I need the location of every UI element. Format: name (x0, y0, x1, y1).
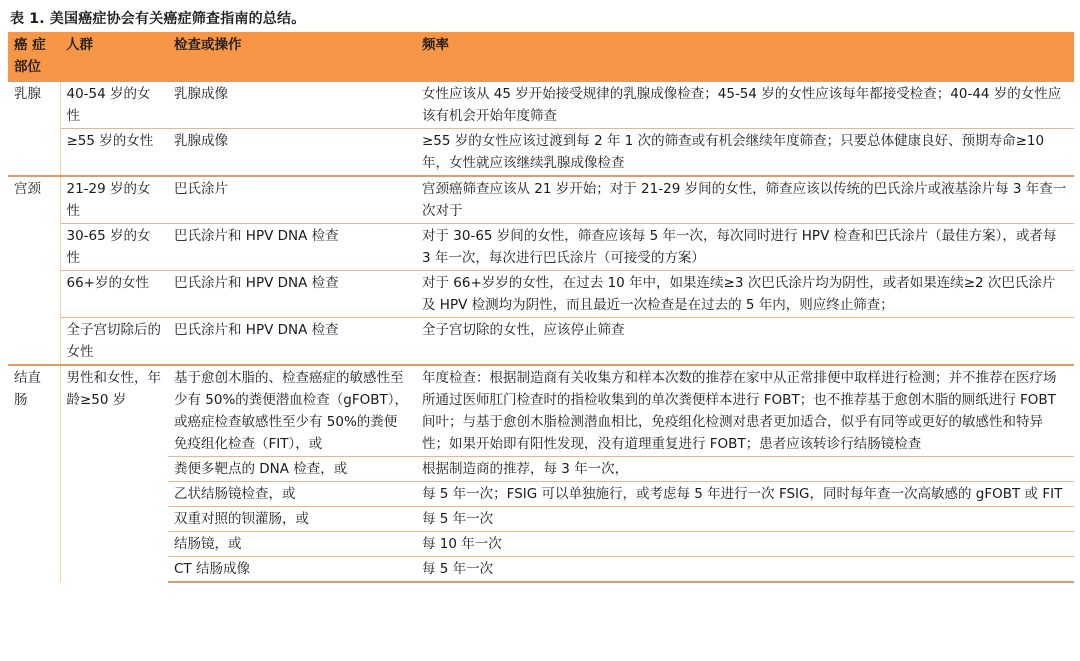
table-header-row (8, 32, 1074, 81)
frequency-cell: 对于 66+岁岁的女性，在过去 10 年中，如果连续≥3 次巴氏涂片均为阴性，或者如果连续≥2 次巴氏涂片及 HPV 检测均为阴性，而且最近一次检查是在过去的 5 年内，则应终止筛查； (416, 271, 1074, 318)
frequency-cell: 每 5 年一次；FSIG 可以单独施行，或考虑每 5 年进行一次 FSIG，同时每年查一次高敏感的 gFOBT 或 FIT (416, 482, 1074, 507)
population-cell: 66+岁的女性 (60, 271, 168, 318)
test-cell: 乳腺成像 (168, 129, 416, 177)
frequency-cell: ≥55 岁的女性应该过渡到每 2 年 1 次的筛查或有机会继续年度筛查；只要总体健康良好、预期寿命≥10 年，女性就应该继续乳腺成像检查 (416, 129, 1074, 177)
header-test: 检查或操作 (168, 32, 416, 81)
frequency-cell: 全子宫切除的女性，应该停止筛查 (416, 318, 1074, 366)
header-site: 癌 症 部位 (8, 32, 60, 81)
table-caption: 表 1. 美国癌症协会有关癌症筛查指南的总结。 (10, 11, 306, 27)
frequency-cell: 每 5 年一次 (416, 557, 1074, 583)
test-cell: 巴氏涂片和 HPV DNA 检查 (168, 318, 416, 366)
table-row (8, 81, 1074, 129)
screening-guidelines-table (8, 32, 1074, 583)
site-cell: 结直肠 (8, 365, 60, 582)
table-row (8, 176, 1074, 224)
frequency-cell: 女性应该从 45 岁开始接受规律的乳腺成像检查；45-54 岁的女性应该每年都接受检查；40-44 岁的女性应该有机会开始年度筛查 (416, 81, 1074, 129)
frequency-cell: 宫颈癌筛查应该从 21 岁开始；对于 21-29 岁间的女性，筛查应该以传统的巴氏涂片或液基涂片每 3 年查一次对于 (416, 176, 1074, 224)
test-cell: 乳腺成像 (168, 81, 416, 129)
frequency-cell: 对于 30-65 岁间的女性，筛查应该每 5 年一次，每次同时进行 HPV 检查和巴氏涂片（最佳方案），或者每 3 年一次，每次进行巴氏涂片（可接受的方案） (416, 224, 1074, 271)
header-frequency: 频率 (416, 32, 1074, 81)
test-cell: 巴氏涂片 (168, 176, 416, 224)
test-cell: 巴氏涂片和 HPV DNA 检查 (168, 224, 416, 271)
population-cell: 全子宫切除后的女性 (60, 318, 168, 366)
test-cell: 乙状结肠镜检查，或 (168, 482, 416, 507)
table-row (8, 271, 1074, 318)
frequency-cell: 每 10 年一次 (416, 532, 1074, 557)
test-cell: CT 结肠成像 (168, 557, 416, 583)
population-cell: 男性和女性，年龄≥50 岁 (60, 365, 168, 582)
table-row (8, 224, 1074, 271)
test-cell: 双重对照的钡灌肠，或 (168, 507, 416, 532)
population-cell: 30-65 岁的女性 (60, 224, 168, 271)
table-row (8, 457, 1074, 482)
table-row (8, 318, 1074, 366)
header-population: 人群 (60, 32, 168, 81)
site-cell: 宫颈 (8, 176, 60, 365)
population-cell: 21-29 岁的女性 (60, 176, 168, 224)
frequency-cell: 年度检查：根据制造商有关收集方和样本次数的推荐在家中从正常排便中取样进行检测；并不推荐在医疗场所通过医师肛门检查时的指检收集到的单次粪便样本进行 FOBT；也不推荐基于愈创木脂的厕纸进行 FOBT 间叶；与基于愈创木脂检测潜血相比，免疫组化检测对患者更加适合，似乎有同等或更好的敏感性和特异性；如果开始即有阳性发现，没有道理重复进行 FOBT；患者应该转诊行结肠镜检查 (416, 365, 1074, 457)
table-row (8, 129, 1074, 177)
table-row (8, 557, 1074, 583)
population-cell: 40-54 岁的女性 (60, 81, 168, 129)
site-cell: 乳腺 (8, 81, 60, 176)
frequency-cell: 每 5 年一次 (416, 507, 1074, 532)
table-row (8, 365, 1074, 457)
test-cell: 基于愈创木脂的、检查癌症的敏感性至少有 50%的粪便潜血检查（gFOBT），或癌症检查敏感性至少有 50%的粪便免疫组化检查（FIT），或 (168, 365, 416, 457)
test-cell: 粪便多靶点的 DNA 检查，或 (168, 457, 416, 482)
table-row (8, 532, 1074, 557)
population-cell: ≥55 岁的女性 (60, 129, 168, 177)
frequency-cell: 根据制造商的推荐，每 3 年一次， (416, 457, 1074, 482)
test-cell: 巴氏涂片和 HPV DNA 检查 (168, 271, 416, 318)
table-row (8, 482, 1074, 507)
test-cell: 结肠镜，或 (168, 532, 416, 557)
table-row (8, 507, 1074, 532)
